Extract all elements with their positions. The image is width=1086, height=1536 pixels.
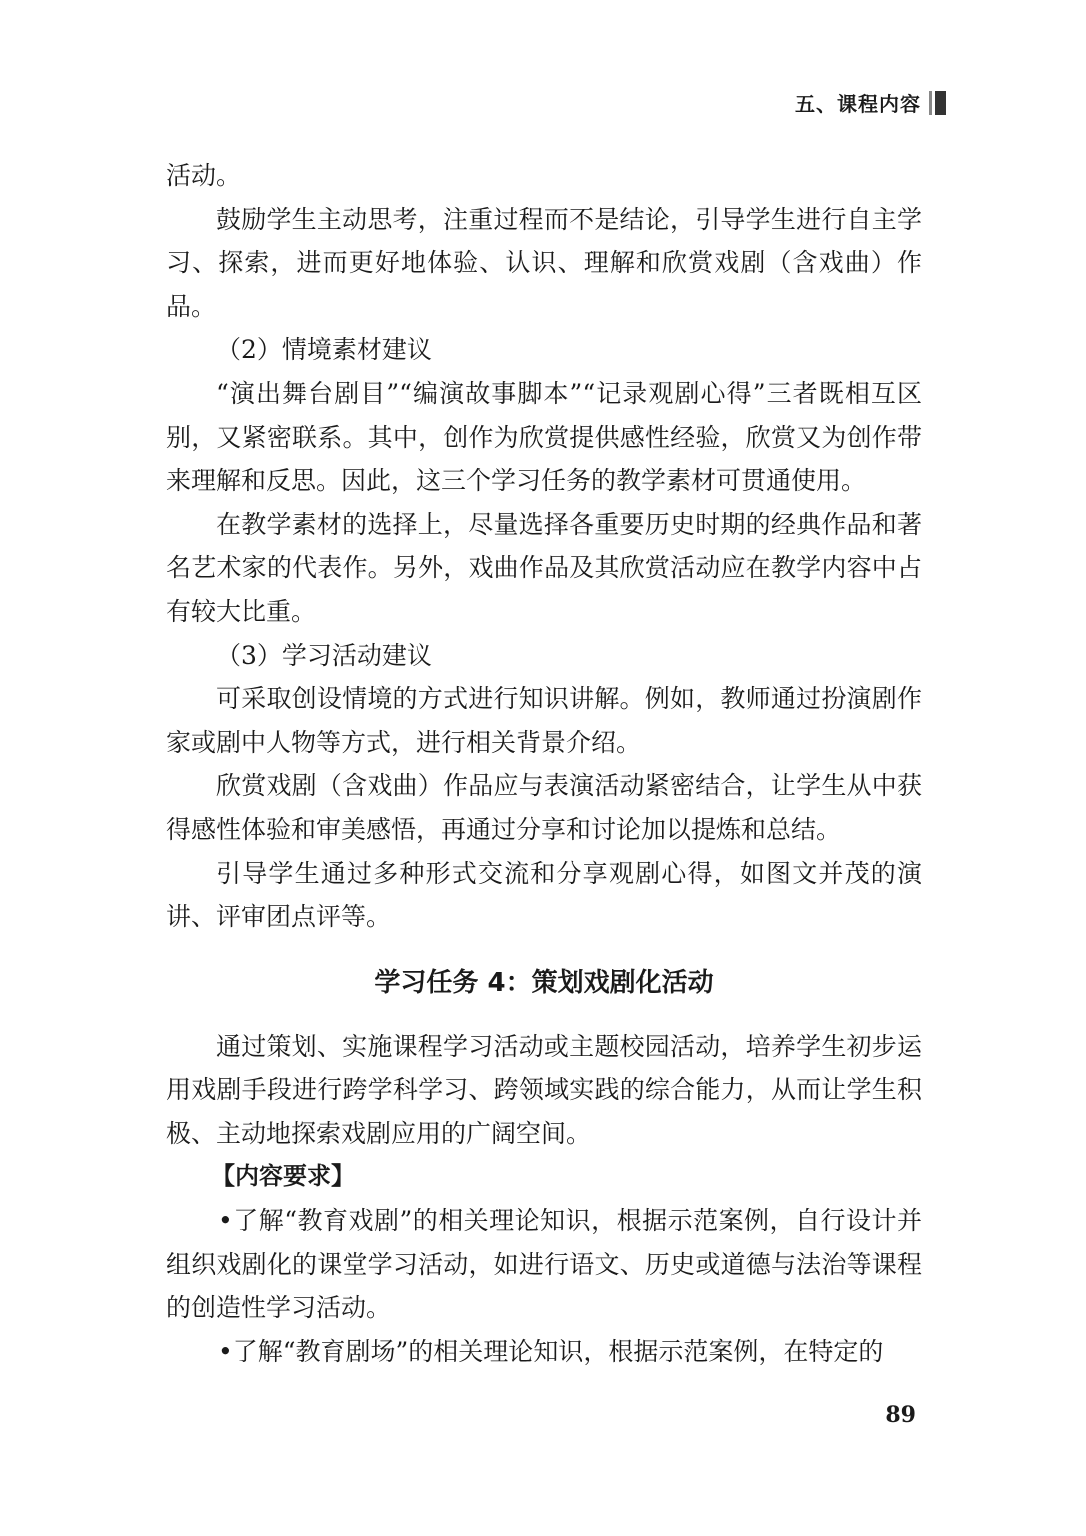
bullet-dot-icon: •	[218, 1206, 233, 1236]
bullet-text: 了解“教育剧场”的相关理论知识，根据示范案例，在特定的	[232, 1336, 884, 1366]
header-bar-marks	[929, 91, 946, 115]
running-header	[795, 88, 946, 117]
paragraph-material-selection: 在教学素材的选择上，尽量选择各重要历史时期的经典作品和著名艺术家的代表作。另外，戏曲作品及其欣赏活动应在教学内容中占有较大比重。	[166, 509, 922, 626]
page-body	[166, 154, 922, 1373]
page-number: 89	[885, 1402, 916, 1428]
bullet-item-education-drama	[166, 1199, 922, 1330]
paragraph-encourage-thinking: 鼓励学生主动思考，注重过程而不是结论，引导学生进行自主学习、探索，进而更好地体验、认识、理解和欣赏戏剧（含戏曲）作品。	[166, 204, 922, 321]
paragraph-sharing: 引导学生通过多种形式交流和分享观剧心得，如图文并茂的演讲、评审团点评等。	[166, 858, 922, 932]
paragraph-continuation: 活动。	[166, 161, 242, 190]
heading-learning-activities: （3）学习活动建议	[216, 640, 432, 670]
paragraph-three-tasks: “演出舞台剧目”“编演故事脚本”“记录观剧心得”三者既相互区别，又紧密联系。其中，创作为欣赏提供感性经验，欣赏又为创作带来理解和反思。因此，这三个学习任务的教学素材可贯通使用。	[166, 378, 922, 496]
section-intro: 通过策划、实施课程学习活动或主题校园活动，培养学生初步运用戏剧手段进行跨学科学习、跨领域实践的综合能力，从而让学生积极、主动地探索戏剧应用的广阔空间。	[166, 1031, 922, 1148]
bullet-text: 了解“教育戏剧”的相关理论知识，根据示范案例，自行设计并组织戏剧化的课堂学习活动，如进行语文、历史或道德与法治等课程的创造性学习活动。	[166, 1206, 922, 1323]
paragraph-knowledge-teaching: 可采取创设情境的方式进行知识讲解。例如，教师通过扮演剧作家或剧中人物等方式，进行相关背景介绍。	[166, 684, 922, 757]
chapter-title: 五、课程内容	[795, 92, 921, 116]
content-requirements-heading: 【内容要求】	[211, 1162, 355, 1191]
bullet-item-education-theatre	[166, 1330, 922, 1374]
bullet-dot-icon: •	[218, 1336, 233, 1366]
heading-context-materials: （2）情境素材建议	[216, 335, 432, 365]
header-thin-bar	[929, 91, 932, 115]
header-thick-bar	[935, 91, 946, 115]
paragraph-appreciation: 欣赏戏剧（含戏曲）作品应与表演活动紧密结合，让学生从中获得感性体验和审美感悟，再通过分享和讨论加以提炼和总结。	[166, 771, 922, 844]
section-title: 学习任务 4：策划戏剧化活动	[374, 967, 714, 998]
